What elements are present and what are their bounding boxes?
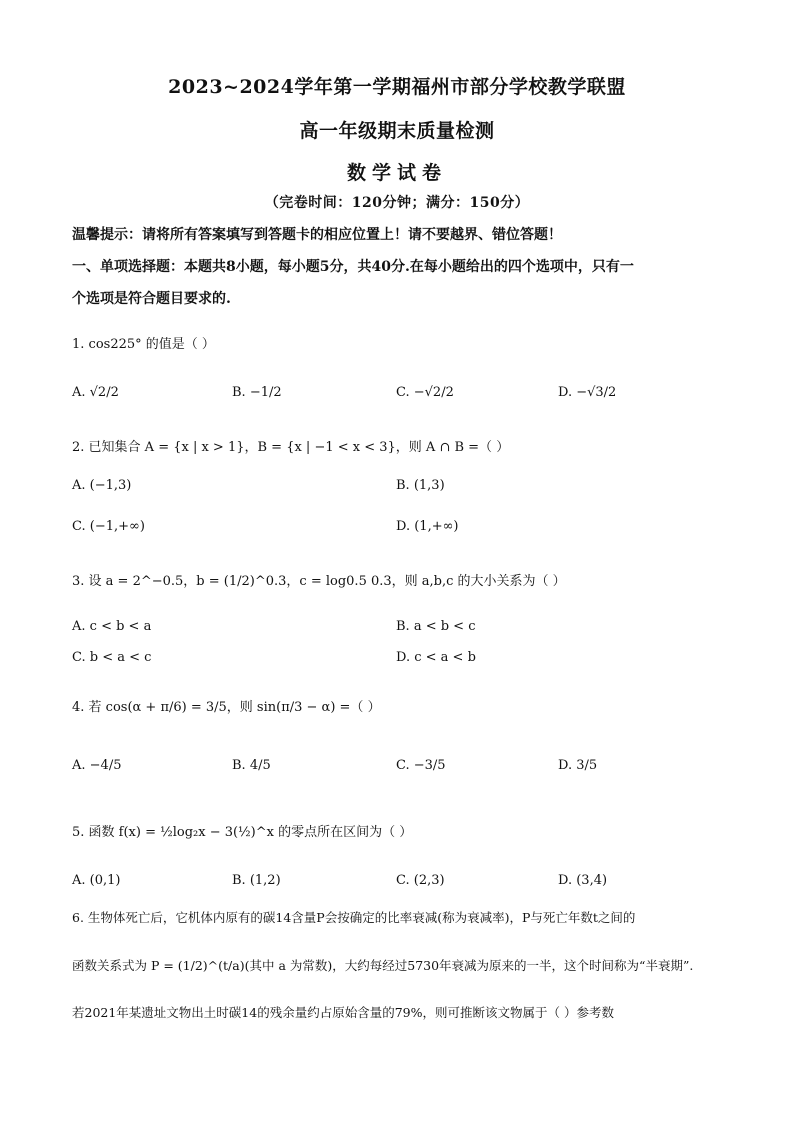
question-2-option-c[interactable]: C. (−1,+∞) bbox=[72, 519, 145, 534]
question-6-stem-line2: 函数关系式为 P = (1/2)^(t/a)(其中 a 为常数)，大约每经过5730年衰减为原来的一半，这个时间称为“半衰期”. bbox=[72, 958, 694, 973]
question-5-option-b[interactable]: B. (1,2) bbox=[232, 873, 281, 888]
question-1-option-a[interactable]: A. √2/2 bbox=[72, 385, 119, 400]
question-3-option-d[interactable]: D. c < a < b bbox=[396, 650, 476, 665]
question-5-option-d[interactable]: D. (3,4) bbox=[558, 873, 608, 888]
question-3-stem: 3. 设 a = 2^−0.5，b = (1/2)^0.3，c = log0.5 0.3，则 a,b,c 的大小关系为（ ） bbox=[72, 574, 566, 589]
question-1-option-c[interactable]: C. −√2/2 bbox=[396, 385, 454, 400]
exam-info: （完卷时间：120分钟；满分：150分） bbox=[264, 195, 530, 211]
question-4-option-d[interactable]: D. 3/5 bbox=[558, 758, 598, 773]
question-2-stem: 2. 已知集合 A = {x | x > 1}，B = {x | −1 < x < 3}，则 A ∩ B =（ ） bbox=[72, 440, 510, 455]
question-3-option-c[interactable]: C. b < a < c bbox=[72, 650, 152, 665]
question-3-option-a[interactable]: A. c < b < a bbox=[72, 619, 152, 634]
section-heading-line2: 个选项是符合题目要求的. bbox=[72, 291, 231, 307]
exam-title-line2: 高一年级期末质量检测 bbox=[299, 120, 495, 142]
section-heading-line1: 一、单项选择题：本题共8小题，每小题5分，共40分.在每小题给出的四个选项中，只有一 bbox=[72, 259, 634, 275]
question-6-stem: 6. 生物体死亡后，它机体内原有的碳14含量P会按确定的比率衰减(称为衰减率)，P与死亡年数t之间的 bbox=[72, 910, 636, 925]
question-6-stem-line3: 若2021年某遗址文物出土时碳14的残余量约占原始含量的79%，则可推断该文物属于（ ）参考数 bbox=[72, 1005, 614, 1020]
exam-title-line1: 2023~2024学年第一学期福州市部分学校教学联盟 bbox=[168, 76, 626, 98]
question-1-option-d[interactable]: D. −√3/2 bbox=[558, 385, 617, 400]
question-1-stem: 1. cos225° 的值是（ ） bbox=[72, 337, 215, 352]
question-2-option-d[interactable]: D. (1,+∞) bbox=[396, 519, 459, 534]
exam-title-line3: 数学试卷 bbox=[346, 162, 447, 184]
question-4-option-a[interactable]: A. −4/5 bbox=[72, 758, 122, 773]
question-4-stem: 4. 若 cos(α + π/6) = 3/5，则 sin(π/3 − α) =（ ） bbox=[72, 700, 381, 715]
question-2-option-a[interactable]: A. (−1,3) bbox=[72, 478, 132, 493]
question-5-option-c[interactable]: C. (2,3) bbox=[396, 873, 445, 888]
question-2-option-b[interactable]: B. (1,3) bbox=[396, 478, 445, 493]
question-4-option-b[interactable]: B. 4/5 bbox=[232, 758, 271, 773]
question-3-option-b[interactable]: B. a < b < c bbox=[396, 619, 476, 634]
question-5-option-a[interactable]: A. (0,1) bbox=[72, 873, 121, 888]
question-1-option-b[interactable]: B. −1/2 bbox=[232, 385, 282, 400]
question-5-stem: 5. 函数 f(x) = ½log₂x − 3(½)^x 的零点所在区间为（ ） bbox=[72, 825, 413, 840]
question-4-option-c[interactable]: C. −3/5 bbox=[396, 758, 446, 773]
notice: 温馨提示：请将所有答案填写到答题卡的相应位置上！请不要越界、错位答题！ bbox=[72, 227, 562, 243]
